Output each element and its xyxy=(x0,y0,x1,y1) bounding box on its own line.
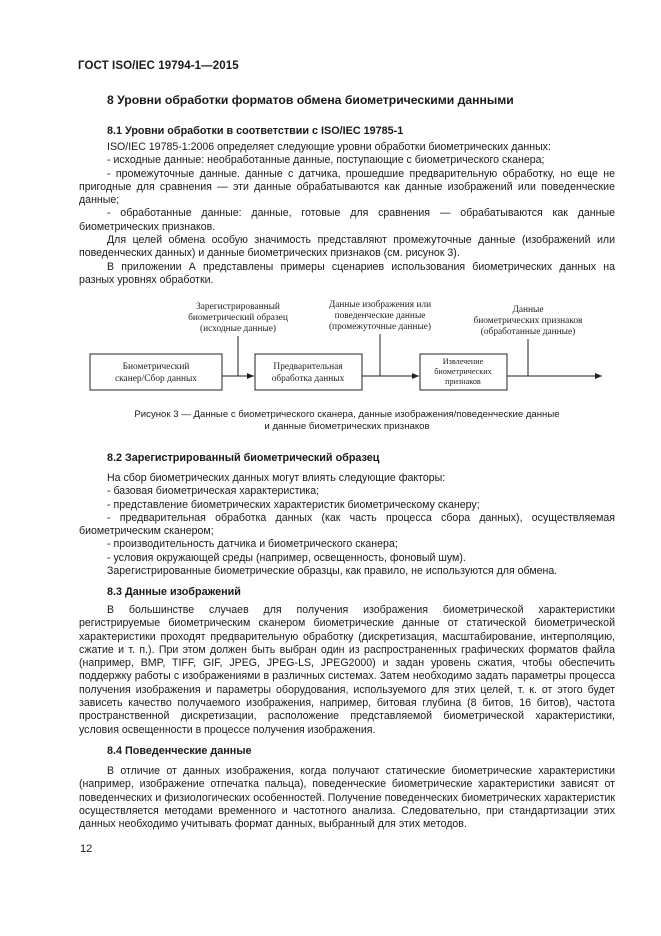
section-8-4-body xyxy=(79,765,615,831)
figure-3-caption xyxy=(79,409,615,433)
label-processed-line1: Данные xyxy=(512,305,544,315)
list-item: - базовая биометрическая характеристика; xyxy=(107,485,320,498)
label-processed-line2: биометрических признаков xyxy=(473,316,583,326)
section-8-2-body xyxy=(79,472,615,578)
section-8-4-title: 8.4 Поведенческие данные xyxy=(107,745,252,757)
section-8-title: 8 Уровни обработки форматов обмена биометрическими данными xyxy=(107,93,514,107)
box-extraction-line3: признаков xyxy=(445,377,481,386)
label-intermediate-line1: Данные изображения или xyxy=(328,300,432,310)
box-extraction-line2: биометрических xyxy=(434,367,492,376)
box-preprocessing-line2: обработка данных xyxy=(271,374,345,384)
label-raw-data-line1: Зарегистрированный xyxy=(196,302,280,312)
flow-diagram xyxy=(80,296,620,396)
box-scanner-line2: сканер/Сбор данных xyxy=(114,374,198,384)
section-8-1-body xyxy=(79,141,615,287)
paragraph: На сбор биометрических данных могут влиять следующие факторы: xyxy=(107,472,446,484)
label-intermediate-line3: (промежуточные данные) xyxy=(328,322,432,332)
section-8-2-title: 8.2 Зарегистрированный биометрический образец xyxy=(107,452,380,464)
paragraph: В приложении А представлены примеры сценариев использования биометрических данных на разных уровнях обработки. xyxy=(79,260,615,286)
caption-line: и данные биометрических признаков xyxy=(264,421,430,433)
paragraph: Зарегистрированные биометрические образцы, как правило, не используются для обмена. xyxy=(107,565,558,578)
caption-line: Рисунок 3 — Данные с биометрического сканера, данные изображения/поведенческие данные xyxy=(134,409,560,420)
paragraph: В большинстве случаев для получения изображения биометрической характеристики регистрируемые биометрическим сканером биометрические данные от статической биометрической характеристики проходят предварительную обработку (дискретизация, масштабирование, интерполяцию, сжатие и т. п.). При этом должен быть выбран один из распространенных графических форматов файла (например, BMP, TIFF, GIF, JPEG, JPEG-LS, JPEG2000) и задан уровень сжатия, чтобы обеспечить поддержку работы с изображениями в различных системах. Затем необходимо задать параметры процесса получения изображения и параметры оборудования, используемого для этих целей, т. к. от этого будет зависеть качество получаемого изображения, например, битовая глубина (8 битов, 16 битов), частота пространственной дискретизации, расположение представляемой биометрической характеристики, условия освещенности в процессе получения изображения. xyxy=(79,604,615,736)
paragraph: ISO/IEC 19785-1:2006 определяет следующие уровни обработки биометрических данных: xyxy=(107,141,551,153)
paragraph: Для целей обмена особую значимость представляют промежуточные данные (изображений или поведенческих данных) и данные биометрических признаков (см. рисунок 3). xyxy=(79,234,615,260)
section-8-1-title: 8.1 Уровни обработки в соответствии с ISO/IEC 19785-1 xyxy=(107,125,404,137)
paragraph: В отличие от данных изображения, когда получают статические биометрические характеристики (например, изображение отпечатка пальца), поведенческие биометрические характеристики зависят от поведенческих и физиологических особенностей. Получение поведенческих биометрических характеристик осуществляется методами временного и частотного анализа. Следовательно, при стандартизации этих данных необходимо учитывать формат данных, выбранный для этих методов. xyxy=(79,765,615,831)
list-item: - исходные данные: необработанные данные, поступающие с биометрического сканера; xyxy=(107,154,545,167)
list-item: - предварительная обработка данных (как часть процесса сбора данных), осуществляемая биометрическим сканером; xyxy=(79,511,615,538)
figure-3-diagram xyxy=(80,296,620,396)
section-8-3-title: 8.3 Данные изображений xyxy=(107,586,241,598)
section-8-3-body xyxy=(79,604,615,737)
list-item: - представление биометрических характеристик биометрическому сканеру; xyxy=(107,498,480,511)
list-item: - условия окружающей среды (например, освещенность, фоновый шум). xyxy=(107,551,466,564)
box-scanner xyxy=(90,354,222,390)
list-item: - промежуточные данные. данные с датчика, прошедшие предварительную обработку, но еще не пригодные для сравнения — эти данные обрабатываются как данные изображений или поведенческие данные; xyxy=(79,167,615,207)
box-scanner-line1: Биометрический xyxy=(122,362,190,372)
page-number: 12 xyxy=(80,843,93,855)
document-header: ГОСТ ISO/IEC 19794-1—2015 xyxy=(78,60,239,72)
box-preprocessing-line1: Предварительная xyxy=(273,362,343,372)
label-processed-line3: (обработанные данные) xyxy=(480,327,576,337)
list-item: - производительность датчика и биометрического сканера; xyxy=(107,538,398,551)
box-preprocessing xyxy=(255,354,362,390)
label-raw-data-line3: (исходные данные) xyxy=(199,324,277,334)
label-intermediate-line2: поведенческие данные xyxy=(334,311,426,321)
label-raw-data-line2: биометрический образец xyxy=(188,313,288,323)
list-item: - обработанные данные: данные, готовые для сравнения — обрабатываются как данные биометрических признаков. xyxy=(79,207,615,233)
box-extraction-line1: Извлечение xyxy=(442,357,484,366)
